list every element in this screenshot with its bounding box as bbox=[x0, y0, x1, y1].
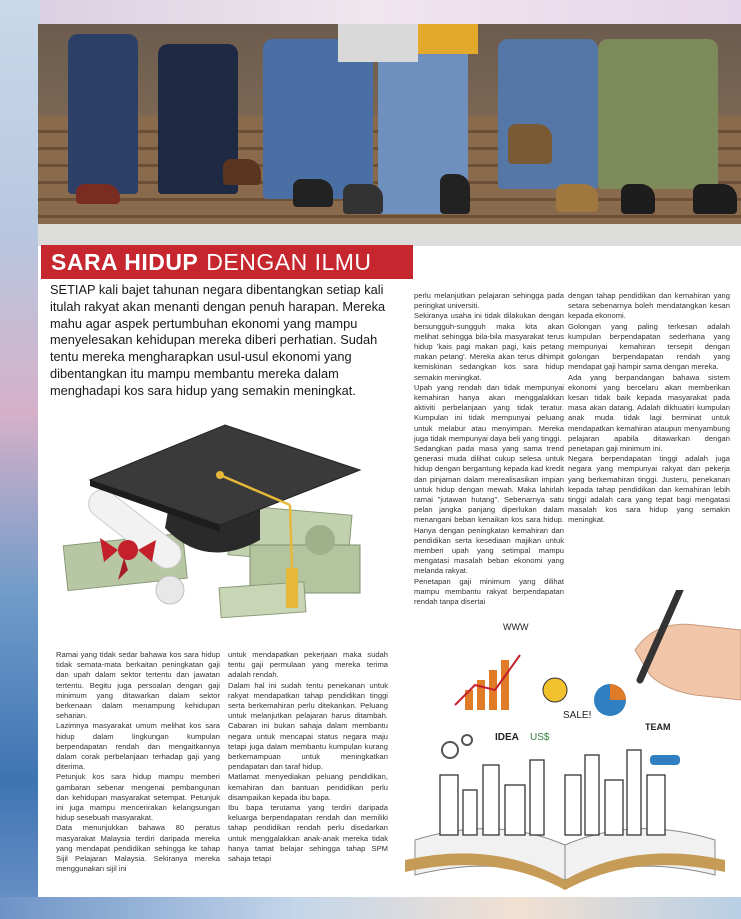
student-shoe bbox=[693, 184, 737, 214]
student-shirt bbox=[418, 24, 478, 54]
article-column-3: perlu melanjutkan pelajaran sehingga pada peringkat universiti. Sekiranya usaha ini tidak dilakukan dengan bersungguh-sungguh maka kita akan melihat sehingga bila-bila masyarakat terus hidup 'kais pagi makan pagi, kais petang makan petang'. Mereka akan terus dihimpit kemiskinan sedangkan kos sara hidup semakin meningkat. Upah yang rendah dan tidak mempunyai kemahiran hanya akan menggalakkan aktiviti perbelanjaan yang tidak teratur. Kumpulan ini tidak mempunyai peluang untuk melabur atau menyimpan. Mereka juga tidak mempunyai daya beli yang tinggi. Sedangkan pada masa yang sama trend generasi muda dilihat cukup selesa untuk hidup dengan bergantung kepada kad kredit dan pinjaman dalam merealisasikan impian untuk hidup dengan mewah. Maka lahirlah ramai "jutawan hutang". Sebenarnya satu pelan jangka panjang diperlukan dalam menangani beban kenaikan kos sara hidup. Hanya dengan peningkatan kemahiran dan pendidikan serta kesediaan majikan untuk memberi upah yang setimpal mampu mengatasi masalah beban ekonomi yang melanda rakyat. Penetapan gaji minimum yang dilihat mampu membantu rakyat berpendapatan rendah tanpa disertai bbox=[414, 291, 564, 607]
lightbulb-doodle-icon bbox=[543, 678, 567, 702]
article-column-1: Ramai yang tidak sedar bahawa kos sara hidup tidak semata-mata berkaitan peningkatan gaji dan upah dalam sektor tertentu dan jawatan tertentu. Begitu juga persoalan dengan gaji minimum yang ditawarkan dalam sektor berkenaan dalam menampung kehidupan seharian. Lazimnya masyarakat umum melihat kos sara hidup dalam lingkungan kumpulan berpendapatan rendah dan mengaitkannya dalam corak perbelanjaan terhadap gaji yang diterima. Petunjuk kos sara hidup mampu memberi gambaran sebenar mengenai pembangunan dan kehidupan masyarakat setempat. Petunjuk ini juga mampu mencerirakan kelangsungan hidup sesebuah masyarakat. Data menunjukkan bahawa 80 peratus masyarakat Malaysia terdiri daripada mereka yang mendapat pendidikan sehingga ke tahap Sijil Pelajaran Malaysia. Sekiranya mereka menggunakan sijil ini bbox=[56, 650, 220, 874]
sale-label: SALE! bbox=[563, 710, 592, 721]
article-column-4: dengan tahap pendidikan dan kemahiran yang setara sebenarnya boleh mendatangkan kesan kepada ekonomi. Golongan yang paling terkesan adalah kumpulan berpendapatan sederhana yang mempunyai kemahiran tersepit dengan golongan berpendapatan rendah yang mendapat gaji hampir sama dengan mereka. Ada yang berpandangan bahawa sistem ekonomi yang bercelaru akan memberikan kesan tidak baik kepada masyarakat pada masa akan datang. Adalah dikhuatiri kumpulan anak muda tidak lagi berminat untuk mendapatkan kemahiran ataupun menyambung pelajaran apabila ditawarkan dengan penetapan gaji minimum ini. Negara berpendapatan tinggi adalah juga negara yang mempunyai rakyat dan pekerja yang berkemahiran tinggi. Justeru, penekanan kepada tahap pendidikan dan kemahiran lebih tinggi adalah cara yang tepat bagi mengatasi masalah kos sara hidup yang semakin meningkat. bbox=[568, 291, 730, 525]
watercolor-frame-top bbox=[0, 0, 741, 24]
student-shoe bbox=[76, 184, 120, 204]
student-shoe bbox=[293, 179, 333, 207]
pie-chart-doodle-icon bbox=[594, 684, 626, 716]
student-shoe bbox=[621, 184, 655, 214]
lead-paragraph: SETIAP kali bajet tahunan negara dibentangkan setiap kali itulah rakyat akan menanti dengan penuh harapan. Mereka mahu agar aspek pertumbuhan ekonomi yang mampu menyelesakan kehidupan mereka diberi perhatian. Sudah tentu mereka mengharapkan usul-usul ekonomi yang dibentangkan itu mampu membantu mereka dalam menghadapi kos sara hidup yang semakin meningkat. bbox=[50, 282, 386, 398]
watercolor-frame-bottom bbox=[0, 897, 741, 919]
car-doodle-icon bbox=[650, 755, 680, 765]
student-leg bbox=[498, 39, 598, 189]
student-shirt bbox=[338, 24, 418, 62]
student-shoe bbox=[440, 174, 470, 214]
hero-photo-students bbox=[38, 24, 741, 246]
student-leg bbox=[598, 39, 718, 189]
headline-banner bbox=[41, 245, 413, 279]
city-skyline-icon bbox=[440, 750, 665, 835]
bar-chart-doodle-icon bbox=[455, 655, 520, 710]
www-label: WWW bbox=[503, 622, 529, 632]
gears-doodle-icon bbox=[442, 735, 472, 758]
student-leg bbox=[263, 39, 373, 199]
student-shoe bbox=[508, 124, 552, 164]
student-leg bbox=[68, 34, 138, 194]
headline-bold: SARA HIDUP bbox=[51, 248, 199, 275]
idea-label: IDEA bbox=[495, 732, 519, 743]
watercolor-frame-left bbox=[0, 0, 40, 919]
headline-light: DENGAN ILMU bbox=[206, 248, 372, 275]
article-column-2: untuk mendapatkan pekerjaan maka sudah tentu gaji permulaan yang mereka terima adalah rendah. Dalam hal ini sudah tentu penekanan untuk rakyat mendapatkan tahap pendidikan tinggi serta berkemahiran perlu ditekankan. Peluang untuk melanjutkan pelajaran harus ditambah. Cabaran ini bukan sahaja dalam membantu negara untuk mencapai status negara maju tetapi juga dalam membantu kumpulan kurang berkemampuan untuk meningkatkan pendapatan dan taraf hidup. Matlamat menyediakan peluang pendidikan, kemahiran dan bantuan pendidikan perlu disampaikan kepada ibu bapa. Ibu bapa terutama yang terdiri daripada keluarga berpendapatan rendah dan memiliki tahap pendidikan rendah perlu disedarkan untuk menggalakkan anak-anak mereka tidak hanya tamat belajar sehingga tahap SPM sahaja tetapi bbox=[228, 650, 388, 864]
usd-label: US$ bbox=[530, 732, 550, 743]
student-shoe bbox=[343, 184, 383, 214]
student-shoe bbox=[556, 184, 598, 212]
hand-with-pen-icon bbox=[635, 590, 741, 700]
graduation-cap-money-illustration bbox=[60, 420, 390, 640]
open-book-doodles-illustration bbox=[395, 590, 741, 895]
floor bbox=[38, 224, 741, 246]
team-label: TEAM bbox=[645, 722, 671, 732]
student-shoe bbox=[223, 159, 261, 185]
open-book-icon bbox=[405, 829, 725, 890]
